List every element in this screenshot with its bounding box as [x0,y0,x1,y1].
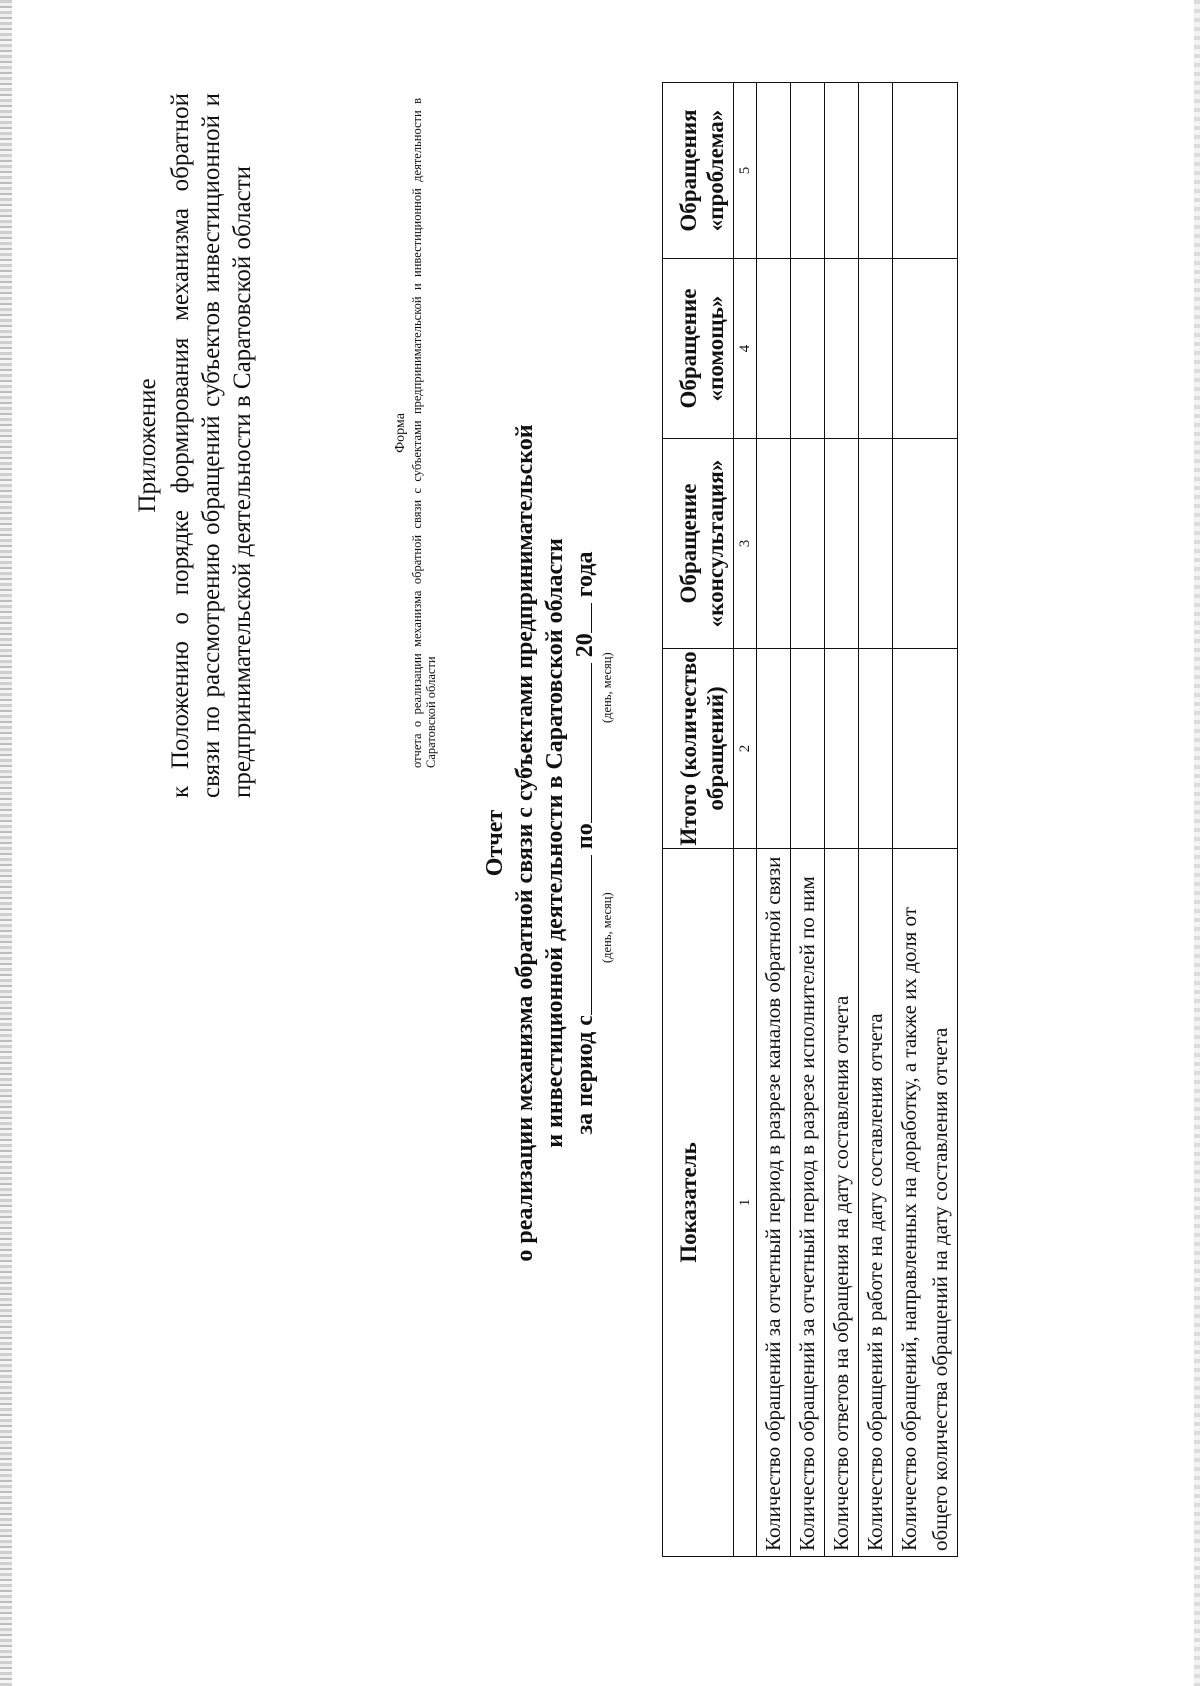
report-subtitle-line-1: о реализации механизма обратной связи с субъектами предпринимательской [512,424,538,1262]
cell-consultation[interactable] [791,439,825,649]
appendix-heading: Приложение [134,378,161,513]
appendix-text: к Положению о порядке формирования механизма обратной связи по рассмотрению обращений субъектов инвестиционной и предпринимательской деятельности в Саратовской области [167,93,256,798]
header-help: Обращение «помощь» [663,259,734,439]
report-subtitle-line-2: и инвестиционной деятельности в Саратовской области [542,538,568,1148]
cell-help[interactable] [893,259,958,439]
row-indicator: Количество обращений за отчетный период в разрезе исполнителей по ним [791,849,825,1557]
table-column-numbers-row [734,83,757,1557]
period-hint-from: (день, месяц) [600,892,614,963]
form-note-heading: Форма [393,413,408,453]
header-indicator: Показатель [663,849,734,1557]
period-hint-to: (день, месяц) [600,652,614,723]
cell-total[interactable] [893,649,958,849]
period-year-blank [569,603,592,633]
table-row [893,83,958,1557]
cell-help[interactable] [859,259,893,439]
cell-consultation[interactable] [893,439,958,649]
column-number: 2 [734,649,757,849]
form-note-block [394,98,439,768]
report-title: Отчет [482,809,508,877]
period-to-blank [569,663,592,823]
column-number: 1 [734,849,757,1557]
scan-edge-right [1194,0,1200,1686]
header-consultation: Обращение «консультация» [663,439,734,649]
period-prefix: за период с [572,1015,598,1135]
report-period-line [569,83,600,1603]
cell-consultation[interactable] [757,439,791,649]
column-number: 3 [734,439,757,649]
form-note-text: отчета о реализации механизма обратной связи с субъектами предпринимательской и инвестиционной деятельности в Саратовской области [409,98,438,768]
column-number: 5 [734,83,757,259]
period-from-blank [569,855,592,1015]
row-indicator: Количество обращений в работе на дату составления отчета [859,849,893,1557]
row-indicator: Количество ответов на обращения на дату составления отчета [825,849,859,1557]
rotated-page-content [120,83,1120,1603]
scan-edge-left [0,0,12,1686]
cell-help[interactable] [825,259,859,439]
cell-total[interactable] [825,649,859,849]
header-problem: Обращения «проблема» [663,83,734,259]
cell-total[interactable] [757,649,791,849]
cell-help[interactable] [757,259,791,439]
cell-help[interactable] [791,259,825,439]
table-row [757,83,791,1557]
header-total: Итого (количество обращений) [663,649,734,849]
period-year-prefix: 20 [572,633,598,658]
cell-consultation[interactable] [859,439,893,649]
cell-consultation[interactable] [825,439,859,649]
period-suffix: года [572,551,598,598]
report-table [662,82,958,1557]
cell-problem[interactable] [791,83,825,259]
cell-problem[interactable] [859,83,893,259]
cell-problem[interactable] [893,83,958,259]
row-indicator: Количество обращений за отчетный период в разрезе каналов обратной связи [757,849,791,1557]
table-row [791,83,825,1557]
report-title-block [480,83,570,1603]
cell-total[interactable] [859,649,893,849]
cell-problem[interactable] [757,83,791,259]
period-middle: по [572,823,598,850]
appendix-block [132,93,258,798]
cell-total[interactable] [791,649,825,849]
table-header-row [663,83,734,1557]
row-indicator: Количество обращений, направленных на доработку, а также их доля от общего количества обращений на дату составления отчета [893,849,958,1557]
column-number: 4 [734,259,757,439]
table-row [825,83,859,1557]
cell-problem[interactable] [825,83,859,259]
table-row [859,83,893,1557]
